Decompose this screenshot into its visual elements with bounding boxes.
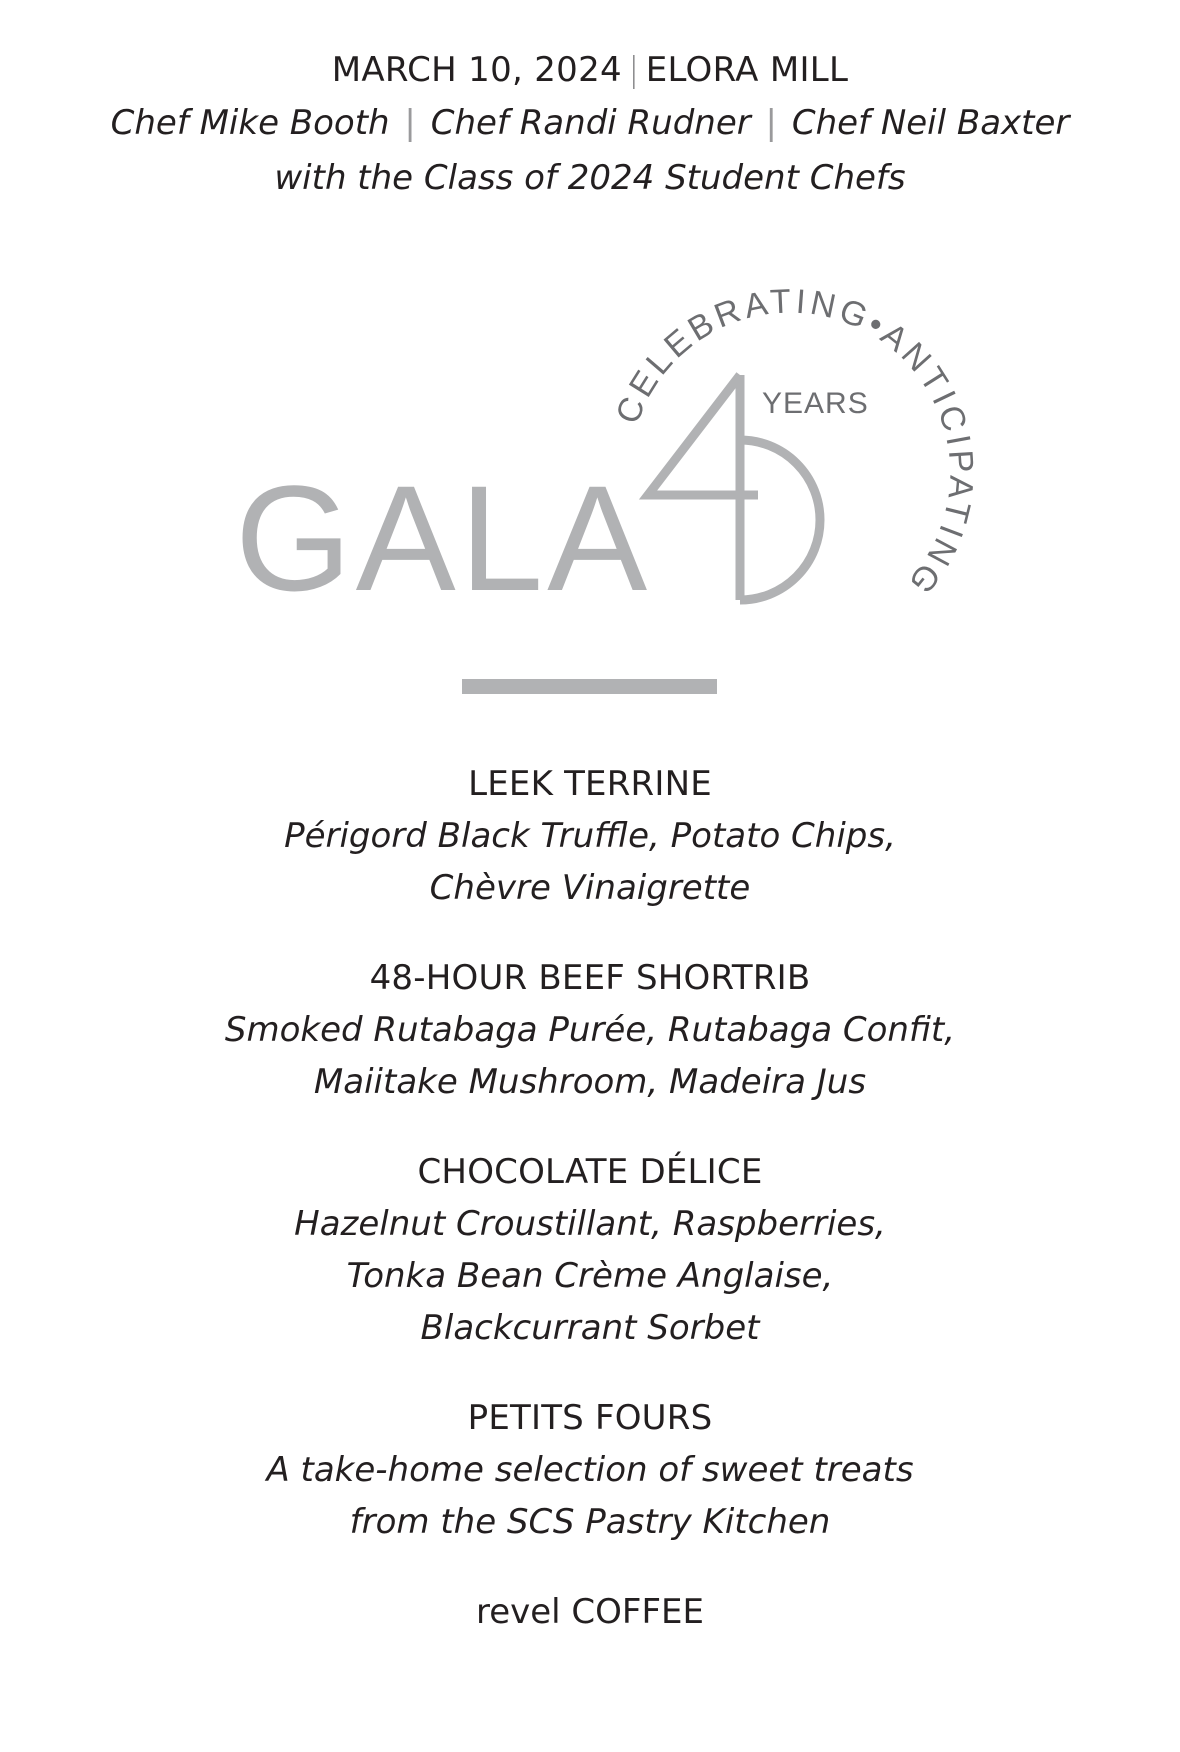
course-description: from the SCS Pastry Kitchen: [349, 1502, 831, 1542]
course-title: PETITS FOURS: [467, 1398, 713, 1438]
course-description: Maiitake Mushroom, Madeira Jus: [313, 1062, 867, 1102]
numeral-four: [648, 375, 758, 600]
course-title: LEEK TERRINE: [468, 764, 712, 804]
gala-40-logo: [0, 280, 1180, 620]
chef-name: Chef Randi Rudner: [430, 103, 751, 143]
date-venue-line: [0, 44, 1180, 96]
course-description: Hazelnut Croustillant, Raspberries,: [294, 1204, 886, 1244]
course-item: [0, 952, 1180, 1108]
event-venue: ELORA MILL: [645, 50, 849, 90]
chef-name: Chef Neil Baxter: [791, 103, 1070, 143]
event-header: [0, 44, 1180, 206]
separator: |: [627, 50, 640, 90]
course-description: Blackcurrant Sorbet: [420, 1308, 760, 1348]
separator: |: [404, 103, 416, 143]
course-title: CHOCOLATE DÉLICE: [417, 1152, 763, 1192]
course-description: Tonka Bean Crème Anglaise,: [346, 1256, 834, 1296]
course-description: Smoked Rutabaga Purée, Rutabaga Confit,: [224, 1010, 956, 1050]
chef-name: Chef Mike Booth: [110, 103, 390, 143]
course-description: Chèvre Vinaigrette: [429, 868, 751, 908]
event-date: MARCH 10, 2024: [331, 50, 622, 90]
course-item: [0, 758, 1180, 914]
celebrating-anticipating-arc: CELEBRATING•ANTICIPATING: [608, 282, 981, 604]
menu-list: [0, 758, 1180, 1638]
chefs-line: [0, 96, 1180, 151]
course-description: A take-home selection of sweet treats: [266, 1450, 914, 1490]
course-title: 48-HOUR BEEF SHORTRIB: [369, 958, 811, 998]
students-line: with the Class of 2024 Student Chefs: [274, 158, 906, 198]
divider: [462, 679, 717, 694]
numeral-zero: [740, 440, 820, 600]
course-item: [0, 1146, 1180, 1354]
years-label: YEARS: [762, 387, 869, 420]
course-item: [0, 1392, 1180, 1548]
separator: |: [765, 103, 778, 143]
gala-word: GALA: [235, 454, 652, 620]
course-description: Périgord Black Truffle, Potato Chips,: [284, 816, 896, 856]
coffee-line: revel COFFEE: [475, 1592, 705, 1632]
